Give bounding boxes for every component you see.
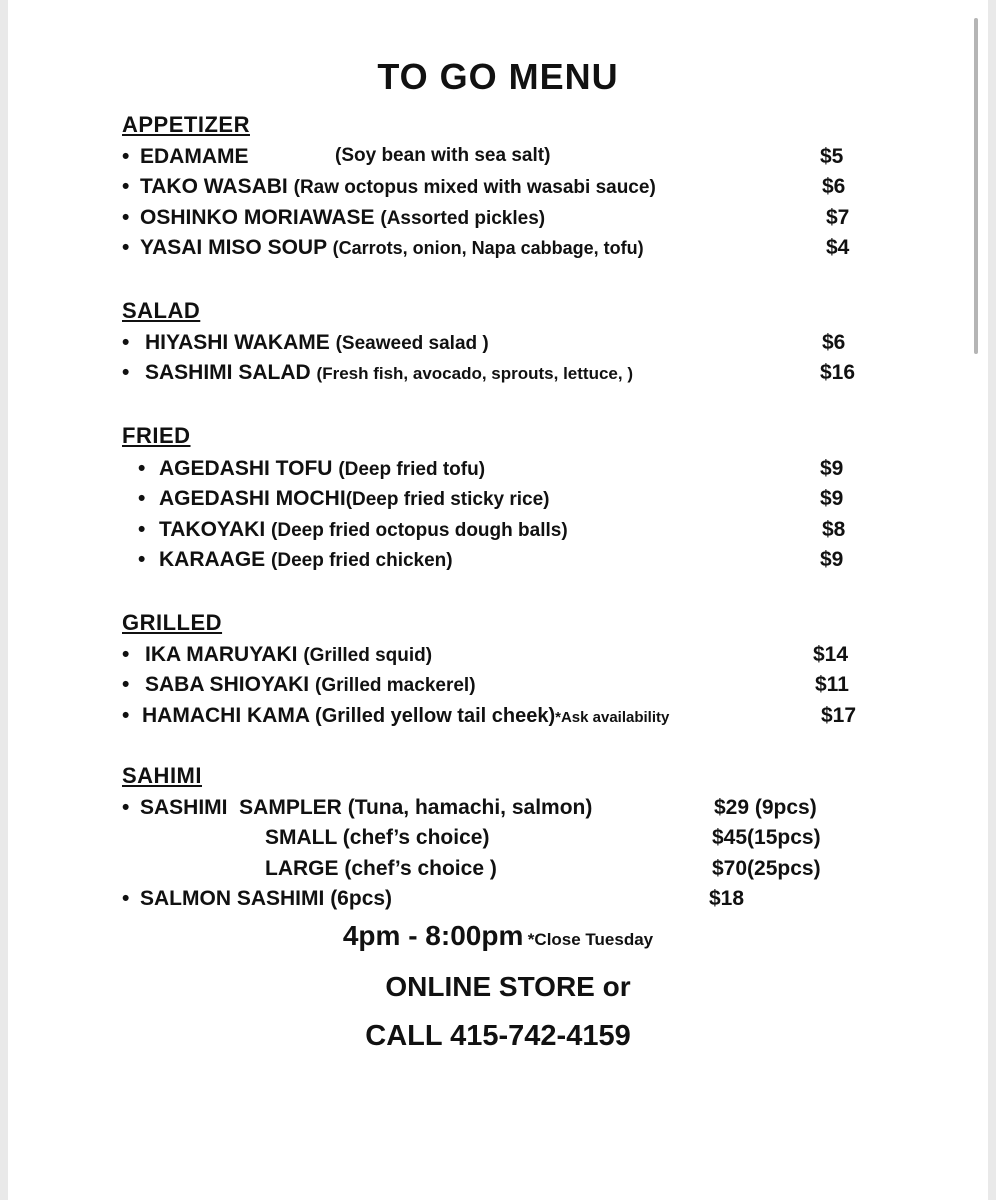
- item-name: SALMON SASHIMI: [140, 887, 325, 910]
- item-name: IKA MARUYAKI: [145, 643, 298, 666]
- section-title-appetizer: APPETIZER: [122, 112, 250, 137]
- item-name: OSHINKO MORIAWASE: [140, 206, 375, 229]
- menu-item: [122, 704, 669, 728]
- bullet-icon: •: [122, 673, 130, 696]
- item-desc: (Deep fried tofu): [338, 459, 486, 480]
- item-desc: (Seaweed salad ): [335, 333, 489, 354]
- bullet-icon: •: [122, 236, 130, 259]
- bullet-icon: •: [122, 887, 130, 910]
- menu-item: [138, 487, 550, 511]
- item-desc: (Deep fried sticky rice): [345, 489, 550, 510]
- bullet-icon: •: [122, 796, 130, 819]
- item-name: YASAI MISO SOUP: [140, 236, 327, 259]
- section-title-fried: FRIED: [122, 423, 191, 448]
- item-price: $45(15pcs): [712, 826, 821, 849]
- menu-item: [122, 206, 545, 230]
- item-price: $70(25pcs): [712, 857, 821, 880]
- bullet-icon: •: [138, 457, 146, 480]
- bullet-icon: •: [122, 206, 130, 229]
- item-price: $9: [820, 487, 844, 510]
- bullet-icon: •: [138, 548, 146, 571]
- phone-line: CALL 415-742-4159: [365, 1020, 631, 1052]
- item-price: $8: [822, 518, 846, 541]
- bullet-icon: •: [122, 704, 130, 727]
- menu-item: [265, 857, 497, 881]
- item-desc: (chef’s choice): [342, 826, 490, 849]
- online-store-line: ONLINE STORE or: [385, 971, 631, 1002]
- menu-item: [122, 643, 432, 667]
- bullet-icon: •: [122, 145, 130, 168]
- item-name: LARGE: [265, 857, 339, 880]
- menu-item: [122, 887, 392, 911]
- item-desc: (Deep fried octopus dough balls): [271, 520, 568, 541]
- item-price: $6: [822, 331, 846, 354]
- item-desc: (Deep fried chicken): [271, 550, 453, 571]
- item-price: $9: [820, 548, 844, 571]
- item-name: TAKO WASABI: [140, 175, 288, 198]
- item-price: $7: [826, 206, 850, 229]
- bullet-icon: •: [122, 361, 130, 384]
- menu-item: [122, 236, 644, 260]
- item-price: $4: [826, 236, 850, 259]
- menu-item: [138, 457, 485, 481]
- item-price: $11: [815, 673, 849, 696]
- item-desc: (Grilled yellow tail cheek): [315, 705, 556, 727]
- section-title-sashimi: SAHIMI: [122, 763, 202, 788]
- page-title: TO GO MENU: [377, 56, 619, 97]
- bullet-icon: •: [138, 518, 146, 541]
- item-name: AGEDASHI MOCHI: [159, 487, 346, 510]
- item-name: SMALL: [265, 826, 337, 849]
- item-price: $5: [820, 145, 844, 168]
- hours: 4pm - 8:00pm: [342, 920, 524, 951]
- item-name: HIYASHI WAKAME: [145, 331, 330, 354]
- item-name: KARAAGE: [159, 548, 266, 571]
- item-price: $16: [820, 361, 856, 384]
- item-name: HAMACHI KAMA: [142, 704, 310, 727]
- item-desc: (Raw octopus mixed with wasabi sauce): [293, 177, 656, 198]
- menu-item: [138, 548, 453, 572]
- item-name: SASHIMI SAMPLER: [140, 796, 342, 819]
- item-price: $9: [820, 457, 844, 480]
- item-price: $29 (9pcs): [714, 796, 817, 819]
- item-name: SABA SHIOYAKI: [145, 673, 310, 696]
- menu-item: [122, 331, 489, 355]
- item-desc: (6pcs): [330, 887, 393, 910]
- item-desc: (Grilled squid): [303, 645, 433, 666]
- item-desc: (Grilled mackerel): [315, 675, 476, 696]
- item-name: SASHIMI SALAD: [145, 361, 311, 384]
- item-price: $17: [821, 704, 857, 727]
- item-name: EDAMAME: [140, 145, 249, 168]
- section-title-salad: SALAD: [122, 298, 201, 323]
- item-desc: (Soy bean with sea salt): [335, 145, 551, 166]
- item-desc: (chef’s choice ): [344, 857, 497, 880]
- menu-item: [138, 518, 568, 542]
- menu-item: [122, 796, 592, 820]
- closed-note: *Close Tuesday: [527, 930, 654, 949]
- item-name: TAKOYAKI: [159, 518, 266, 541]
- bullet-icon: •: [138, 487, 146, 510]
- menu-item: [122, 145, 551, 169]
- bullet-icon: •: [122, 331, 130, 354]
- item-desc: (Carrots, onion, Napa cabbage, tofu): [332, 238, 644, 258]
- bullet-icon: •: [122, 175, 130, 198]
- item-price: $18: [709, 887, 745, 910]
- menu-item: [122, 361, 633, 385]
- menu-item: [122, 673, 476, 697]
- item-price: $6: [822, 175, 846, 198]
- item-note: *Ask availability: [555, 709, 670, 726]
- section-title-grilled: GRILLED: [122, 610, 223, 635]
- item-desc: (Tuna, hamachi, salmon): [347, 796, 593, 819]
- hours-line: [0, 920, 996, 952]
- item-price: $14: [813, 643, 849, 666]
- item-desc: (Assorted pickles): [380, 208, 546, 229]
- item-desc: (Fresh fish, avocado, sprouts, lettuce, ): [316, 364, 633, 383]
- item-name: AGEDASHI TOFU: [159, 457, 333, 480]
- menu-item: [122, 175, 656, 199]
- menu-item: [265, 826, 489, 850]
- bullet-icon: •: [122, 643, 130, 666]
